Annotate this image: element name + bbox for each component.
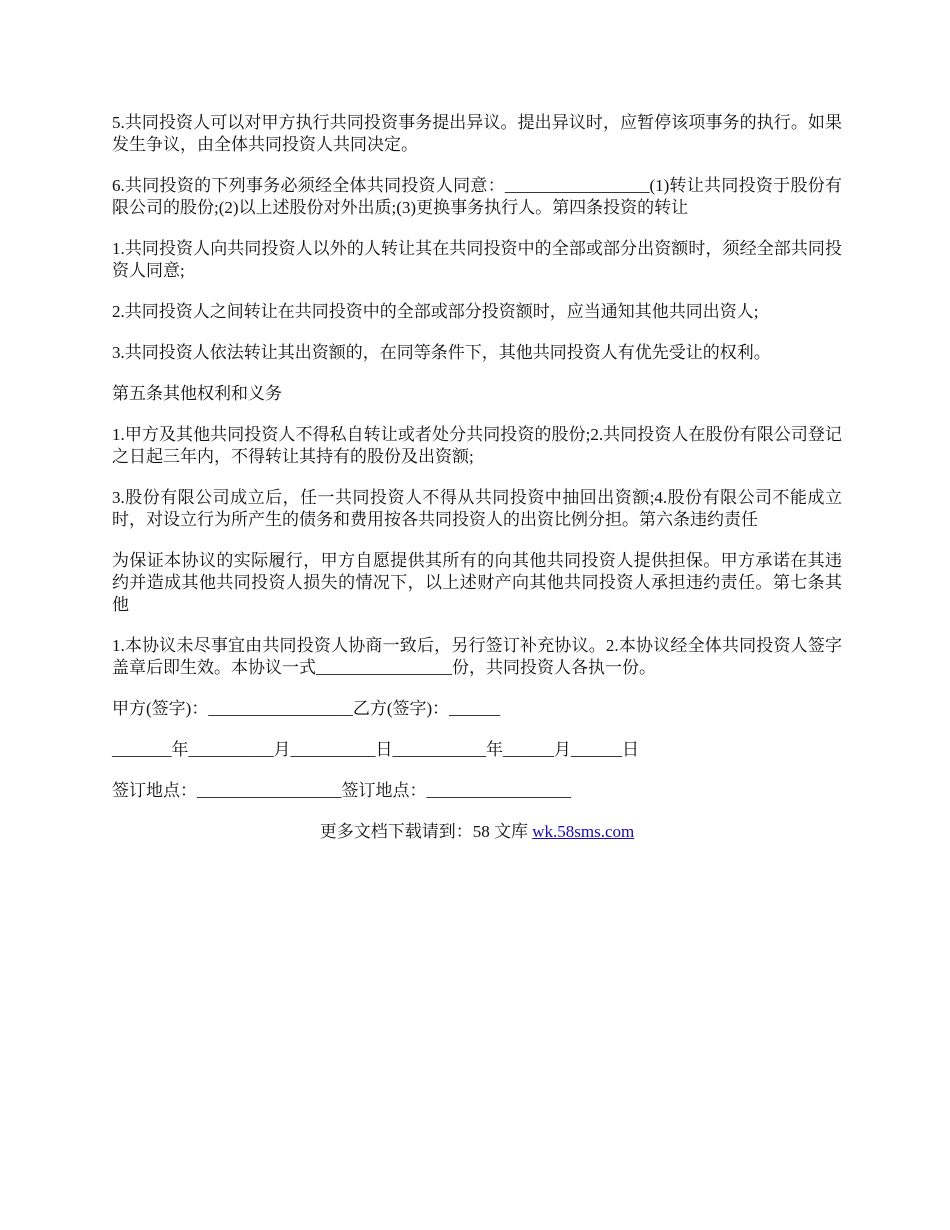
clause-paragraph: 1.甲方及其他共同投资人不得私自转让或者处分共同投资的股份;2.共同投资人在股份有限公司登记之日起三年内，不得转让其持有的股份及出资额; [112,425,842,466]
date-line: _______年__________月__________日___________年______月______日 [112,740,639,759]
document-page [112,112,842,862]
signing-location-line: 签订地点：_________________签订地点：_________________ [112,781,571,800]
footer-text: 更多文档下载请到：58 文库 [319,822,533,841]
footer-link[interactable]: wk.58sms.com [532,822,635,841]
clause-paragraph: 为保证本协议的实际履行，甲方自愿提供其所有的向其他共同投资人提供担保。甲方承诺在其违约并造成其他共同投资人损失的情况下，以上述财产向其他共同投资人承担违约责任。第七条其他 [112,551,842,614]
clause-paragraph: 1.本协议未尽事宜由共同投资人协商一致后，另行签订补充协议。2.本协议经全体共同投资人签字盖章后即生效。本协议一式________________份，共同投资人各执一份。 [112,636,842,677]
clause-paragraph: 5.共同投资人可以对甲方执行共同投资事务提出异议。提出异议时，应暂停该项事务的执行。如果发生争议，由全体共同投资人共同决定。 [112,113,842,154]
signature-line: 甲方(签字)：_________________乙方(签字)：______ [112,699,501,718]
clause-paragraph: 1.共同投资人向共同投资人以外的人转让其在共同投资中的全部或部分出资额时，须经全部共同投资人同意; [112,239,842,280]
section-heading: 第五条其他权利和义务 [112,384,282,403]
clause-paragraph: 2.共同投资人之间转让在共同投资中的全部或部分投资额时，应当通知其他共同出资人; [112,302,759,321]
clause-paragraph: 3.股份有限公司成立后，任一共同投资人不得从共同投资中抽回出资额;4.股份有限公司不能成立时，对设立行为所产生的债务和费用按各共同投资人的出资比例分担。第六条违约责任 [112,488,842,529]
footer-note [112,821,842,843]
clause-paragraph: 6.共同投资的下列事务必须经全体共同投资人同意：_________________(1)转让共同投资于股份有限公司的股份;(2)以上述股份对外出质;(3)更换事务执行人。第四条投资的转让 [112,176,842,217]
clause-paragraph: 3.共同投资人依法转让其出资额的，在同等条件下，其他共同投资人有优先受让的权利。 [112,343,771,362]
